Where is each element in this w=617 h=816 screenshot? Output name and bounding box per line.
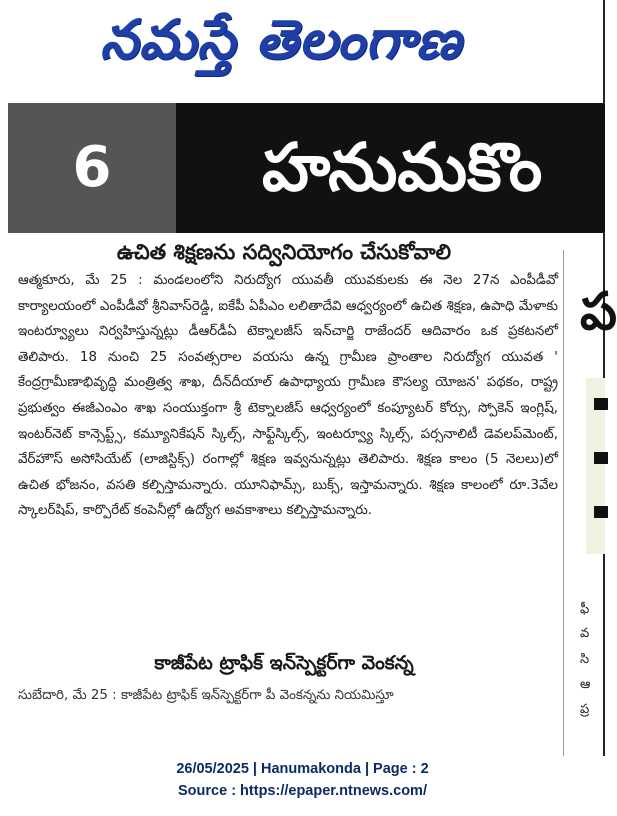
- side-column-heading: ప: [580, 282, 617, 342]
- article-headline: ఉచిత శిక్షణను సద్వినియోగం చేసుకోవాలి: [116, 240, 452, 264]
- footer-date-line: 26/05/2025 | Hanumakonda | Page : 2: [176, 761, 429, 777]
- bullet-icon: [594, 398, 608, 410]
- page-number: 6: [72, 135, 112, 200]
- bullet-icon: [594, 452, 608, 464]
- column-divider: [563, 250, 564, 756]
- article-text: ఆత్మకూరు, మే 25 : మండలంలోని నిరుద్యోగ యువతీ యువకులకు ఈ నెల 27న ఎంపీడీవో కార్యాలయంలో ఎంపీడీవో శ్రీనివాస్‌రెడ్డి, ఐకేపీ ఏపీఎం లలితాదేవి ఆధ్వర్యంలో ఉచిత శిక్షణ, ఉపాధి మేళాకు ఇంటర్వ్యూలు నిర్వహిస్తున్నట్లు డీఆర్‌డీఏ టెక్నాలజీస్ ఇన్‌చార్జి రాజేందర్ ఆదివారం ఒక ప్రకటనలో తెలిపారు. 18 నుంచి 25 సంవత్సరాల వయసు ఉన్న గ్రామీణ ప్రాంతాల నిరుద్యోగ యువత ' కేంద్రగ్రామీణాభివృద్ధి మంత్రిత్వ శాఖ, దీన్‌దీయాల్ ఉపాధ్యాయ గ్రామీణ కౌసల్య యోజన' పథకం, రాష్ట్ర ప్రభుత్వం ఈజీఎంఎం శాఖ సంయుక్తంగా శ్రీ టెక్నాలజీస్ ఆధ్వర్యంలో కంప్యూటర్ కోర్సు, స్పోకెన్ ఇంగ్లిష్, ఇంటర్‌నెట్ కాన్సెప్ట్స్, కమ్యూనికేషన్ స్కిల్స్, సాఫ్ట్‌స్కిల్స్, ఇంటర్వ్యూ స్కిల్స్, పర్సనాలిటీ డెవలప్‌మెంట్, వేర్‌హౌస్ అసోసియేట్ (లాజిస్టిక్స్) రంగాల్లో శిక్షణ ఇవ్వనున్నట్లు తెలిపారు. శిక్షణ కాలం (5 నెలలు)లో ఉచిత భోజనం, వసతి కల్పిస్తామన్నారు. యూనిఫామ్స్, బుక్స్, ఇస్తామన్నారు. శిక్షణ కాలంలో రూ.3వేల స్కాలర్‌షిప్, కార్పొరేట్ కంపెనీల్లో ఉద్యోగ అవకాశాలు కల్పిస్తామన్నారు.: [18, 273, 558, 519]
- page-footer: [0, 758, 605, 802]
- second-article-body: సుబేదారి, మే 25 : కాజీపేట ట్రాఫిక్ ఇన్‌స్పెక్టర్‌గా పీ వెంకన్నను నియమిస్తూ: [18, 688, 394, 703]
- side-column-line: సి: [580, 652, 590, 667]
- side-column-line: ఫీ: [580, 602, 590, 617]
- masthead: [0, 0, 605, 92]
- side-column-line: ఆ: [580, 677, 591, 692]
- side-column-line: ప్ర: [580, 702, 590, 717]
- section-title: హనుమకొం: [262, 129, 543, 206]
- footer-source-link[interactable]: Source : https://epaper.ntnews.com/: [178, 783, 427, 799]
- article-body: [18, 268, 558, 524]
- bullet-icon: [594, 506, 608, 518]
- newspaper-logo: నమస్తే తెలంగాణ: [100, 7, 462, 71]
- second-article-headline: కాజీపేట ట్రాఫిక్ ఇన్‌స్పెక్టర్‌గా వెంకన్న: [154, 652, 414, 674]
- side-column-line: వ: [580, 626, 590, 641]
